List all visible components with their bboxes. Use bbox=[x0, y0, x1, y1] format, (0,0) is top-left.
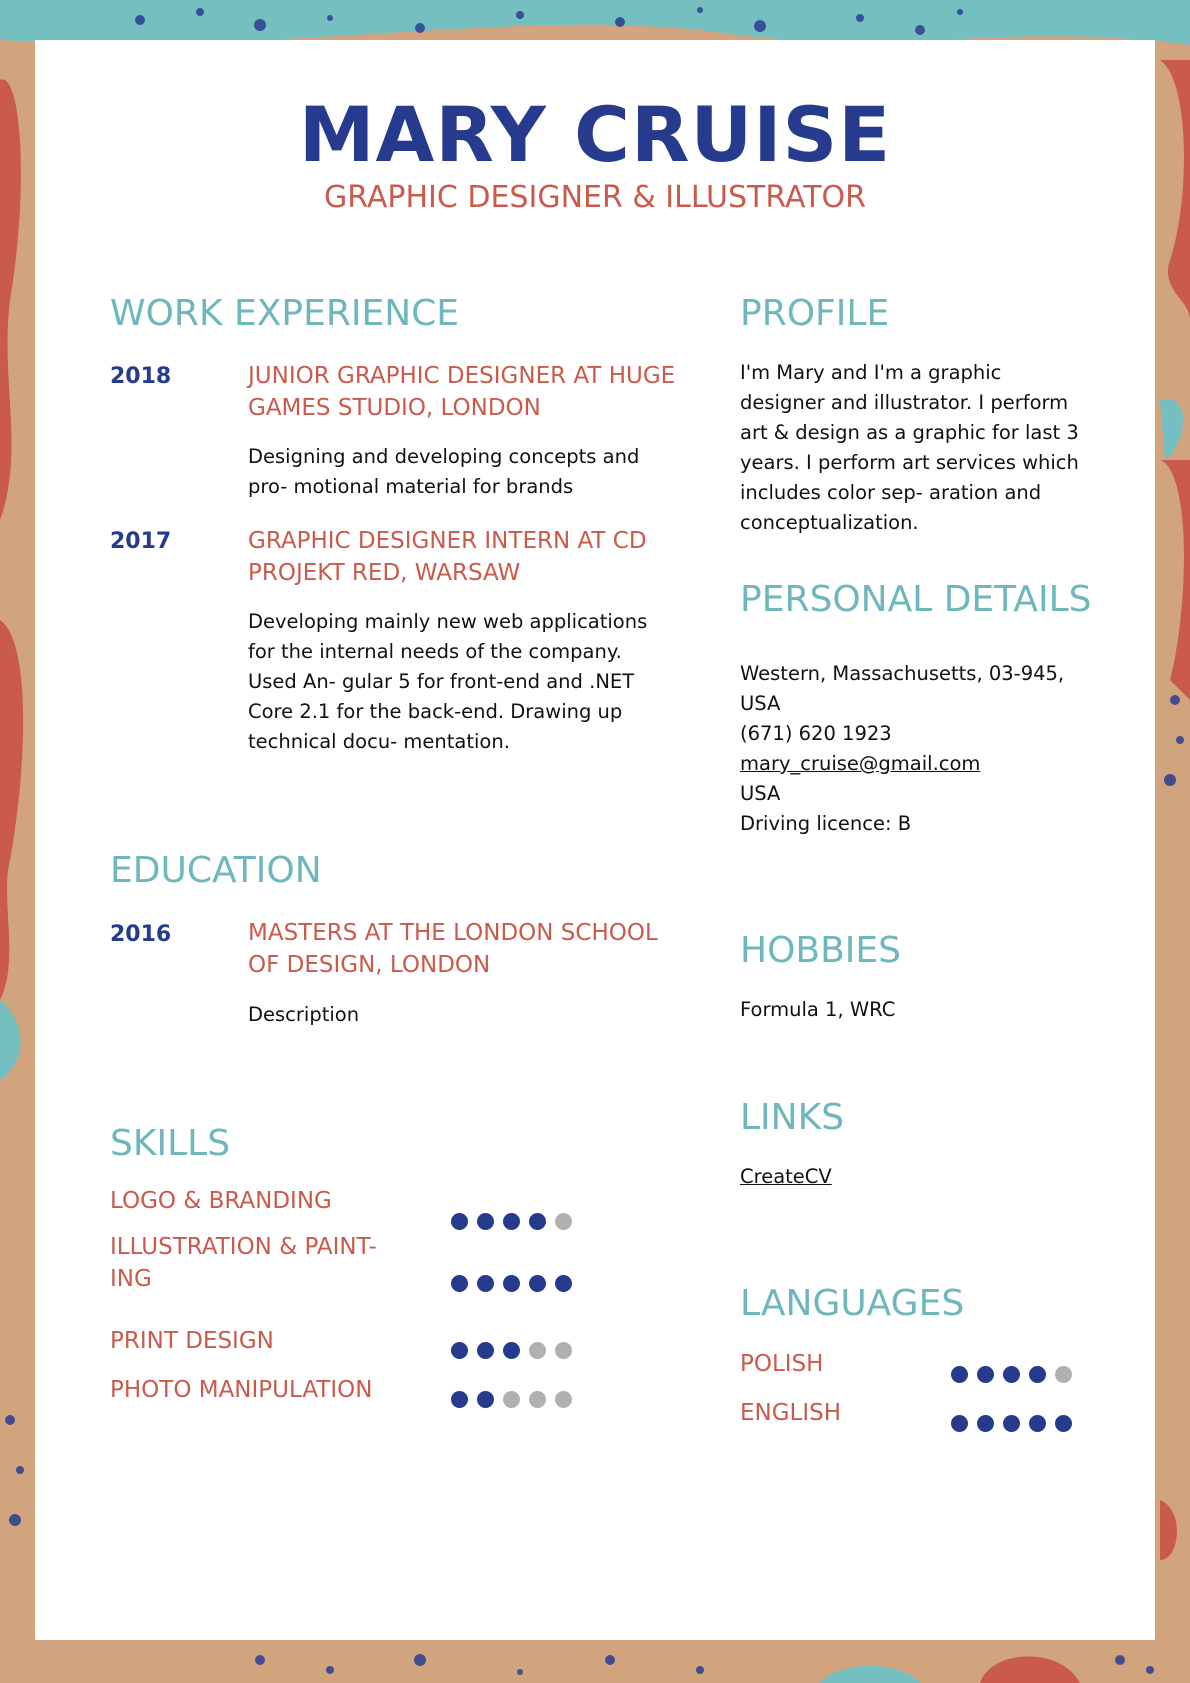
hobbies-heading: HOBBIES bbox=[740, 930, 902, 971]
rating-dot-filled bbox=[1003, 1415, 1020, 1432]
work-role: GRAPHIC DESIGNER INTERN AT CD PROJEKT RED, WARSAW bbox=[248, 528, 647, 586]
work-role: JUNIOR GRAPHIC DESIGNER AT HUGE GAMES STUDIO, LONDON bbox=[248, 363, 676, 421]
work-description: Developing mainly new web applications for the internal needs of the company. Used An- gular 5 for front-end and .NET Core 2.1 for the back-end. Drawing up technical docu- mentation. bbox=[248, 610, 648, 753]
rating-dot-filled bbox=[451, 1275, 468, 1292]
education-description: Description bbox=[248, 1003, 360, 1026]
rating-dot-filled bbox=[1003, 1366, 1020, 1383]
candidate-title: GRAPHIC DESIGNER & ILLUSTRATOR bbox=[324, 180, 866, 215]
rating-dot-filled bbox=[477, 1342, 494, 1359]
skill-rating bbox=[451, 1391, 572, 1408]
skill-rating bbox=[451, 1342, 572, 1359]
driving-licence: Driving licence: B bbox=[740, 812, 912, 835]
rating-dot-filled bbox=[503, 1213, 520, 1230]
skills-heading: SKILLS bbox=[110, 1123, 231, 1164]
resume-page bbox=[35, 40, 1155, 1640]
rating-dot-filled bbox=[503, 1275, 520, 1292]
rating-dot-filled bbox=[529, 1213, 546, 1230]
skill-rating bbox=[451, 1275, 572, 1292]
rating-dot-filled bbox=[977, 1415, 994, 1432]
rating-dot-filled bbox=[451, 1213, 468, 1230]
rating-dot-filled bbox=[951, 1366, 968, 1383]
work-year: 2018 bbox=[110, 364, 172, 389]
rating-dot-filled bbox=[977, 1366, 994, 1383]
skill-label: LOGO & BRANDING bbox=[110, 1188, 332, 1214]
rating-dot-empty bbox=[555, 1391, 572, 1408]
profile-heading: PROFILE bbox=[740, 293, 890, 334]
profile-text: I'm Mary and I'm a graphic designer and illustrator. I perform art & design as a graphic for last 3 years. I perform art services which includes color sep- aration and conceptualization. bbox=[740, 361, 1079, 534]
skill-rating bbox=[451, 1213, 572, 1230]
rating-dot-filled bbox=[951, 1415, 968, 1432]
rating-dot-filled bbox=[1055, 1415, 1072, 1432]
skill-label: ILLUSTRATION & PAINT- ING bbox=[110, 1234, 377, 1292]
language-rating bbox=[951, 1366, 1072, 1383]
work-description: Designing and developing concepts and pro- motional material for brands bbox=[248, 445, 640, 498]
education-year: 2016 bbox=[110, 922, 172, 947]
link-createcv[interactable]: CreateCV bbox=[740, 1165, 832, 1188]
email-link[interactable]: mary_cruise@gmail.com bbox=[740, 752, 981, 775]
education-heading: EDUCATION bbox=[110, 850, 322, 891]
hobbies-text: Formula 1, WRC bbox=[740, 998, 896, 1021]
rating-dot-empty bbox=[555, 1342, 572, 1359]
rating-dot-empty bbox=[529, 1391, 546, 1408]
rating-dot-empty bbox=[503, 1391, 520, 1408]
rating-dot-filled bbox=[1029, 1415, 1046, 1432]
language-label: POLISH bbox=[740, 1351, 824, 1377]
country: USA bbox=[740, 782, 781, 805]
education-degree: MASTERS AT THE LONDON SCHOOL OF DESIGN, LONDON bbox=[248, 920, 658, 978]
rating-dot-filled bbox=[477, 1213, 494, 1230]
rating-dot-filled bbox=[1029, 1366, 1046, 1383]
address: Western, Massachusetts, 03-945, USA bbox=[740, 662, 1065, 715]
skill-label: PRINT DESIGN bbox=[110, 1328, 274, 1354]
skill-label: PHOTO MANIPULATION bbox=[110, 1377, 373, 1403]
links-heading: LINKS bbox=[740, 1097, 845, 1138]
rating-dot-filled bbox=[529, 1275, 546, 1292]
rating-dot-empty bbox=[529, 1342, 546, 1359]
rating-dot-filled bbox=[555, 1275, 572, 1292]
work-year: 2017 bbox=[110, 529, 172, 554]
rating-dot-filled bbox=[477, 1275, 494, 1292]
language-label: ENGLISH bbox=[740, 1400, 842, 1426]
rating-dot-empty bbox=[1055, 1366, 1072, 1383]
rating-dot-filled bbox=[451, 1391, 468, 1408]
rating-dot-filled bbox=[477, 1391, 494, 1408]
candidate-name: MARY CRUISE bbox=[298, 90, 892, 179]
rating-dot-empty bbox=[555, 1213, 572, 1230]
rating-dot-filled bbox=[451, 1342, 468, 1359]
rating-dot-filled bbox=[503, 1342, 520, 1359]
language-rating bbox=[951, 1415, 1072, 1432]
phone-number: (671) 620 1923 bbox=[740, 722, 892, 745]
personal-details-heading: PERSONAL DETAILS bbox=[740, 579, 1092, 620]
work-experience-heading: WORK EXPERIENCE bbox=[110, 293, 460, 334]
languages-heading: LANGUAGES bbox=[740, 1283, 965, 1324]
